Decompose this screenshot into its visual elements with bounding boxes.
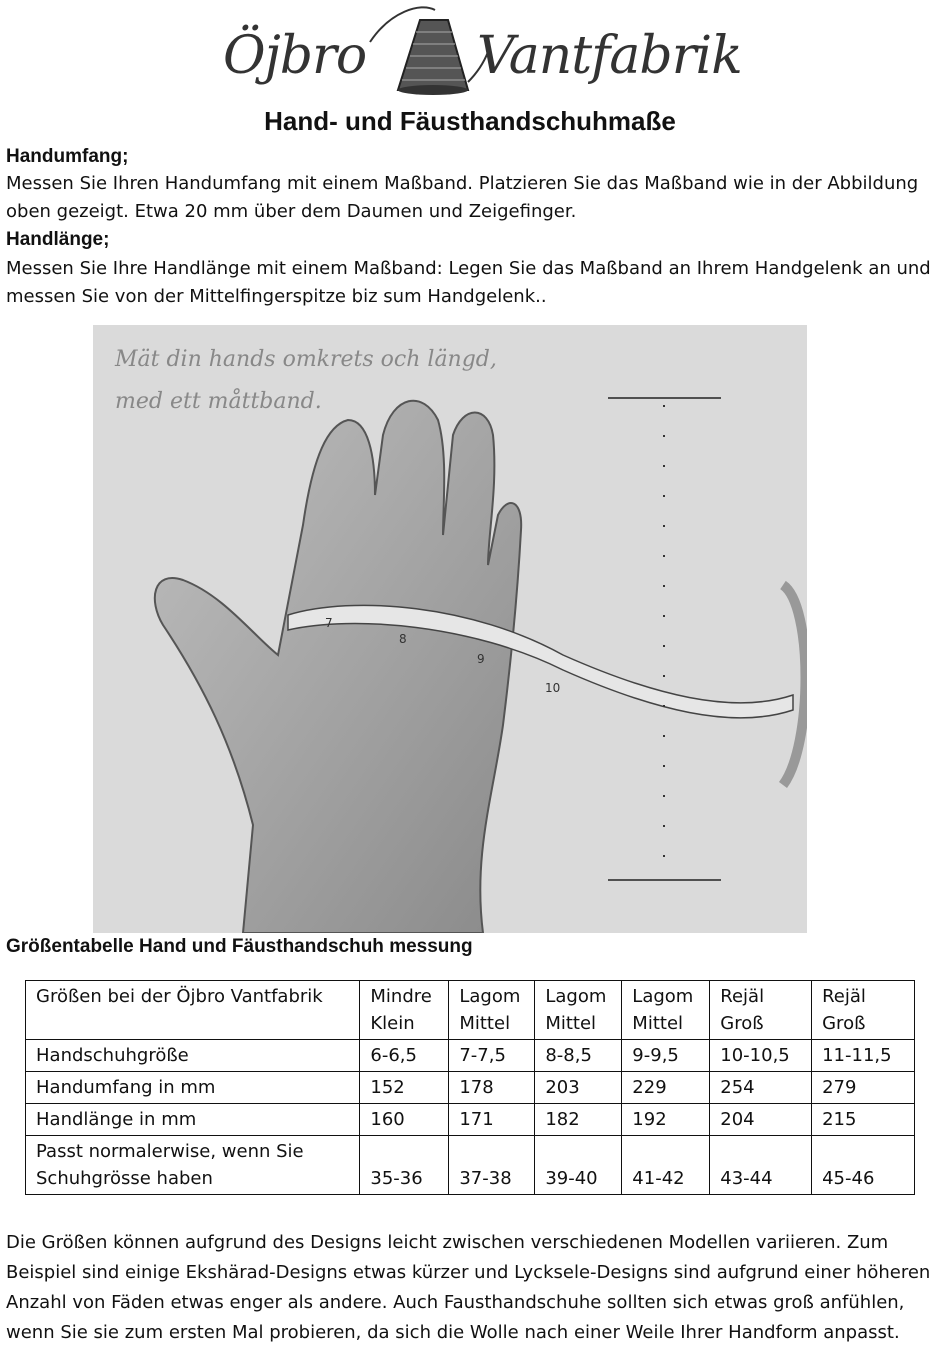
table-cell: 171 — [449, 1104, 535, 1136]
footer-note: Die Größen können aufgrund des Designs leicht zwischen verschiedenen Modellen variieren. Zum Beispiel sind einige Ekshärad-Designs etwas kürzer und Lycksele-Designs sind aufgrund einer höheren Anzahl von Fäden etwas enger als andere. Auch Fausthandschuhe sollten sich etwas groß anfühlen, wenn Sie sie zum ersten Mal probieren, da sich die Wolle nach einer Weile Ihrer Handform anpasst. — [6, 1232, 931, 1343]
table-cell: 279 — [812, 1072, 915, 1104]
table-cell: 254 — [710, 1072, 812, 1104]
table-row — [26, 1104, 915, 1136]
handumfang-heading: Handumfang; — [6, 146, 129, 167]
yarn-cone-icon — [360, 2, 490, 102]
table-cell: 41-42 — [622, 1136, 710, 1195]
table-cell: 45-46 — [812, 1136, 915, 1195]
table-cell: Handlänge in mm — [26, 1104, 360, 1136]
hand-measurement-photo — [93, 325, 807, 933]
photo-caption-line2: med ett måttband. — [115, 389, 322, 414]
table-cell: 229 — [622, 1072, 710, 1104]
table-cell: Lagom Mittel — [449, 981, 535, 1040]
table-cell: 43-44 — [710, 1136, 812, 1195]
table-cell: Größen bei der Öjbro Vantfabrik — [26, 981, 360, 1040]
table-cell: Lagom Mittel — [622, 981, 710, 1040]
table-cell: 192 — [622, 1104, 710, 1136]
table-cell: Handschuhgröße — [26, 1040, 360, 1072]
table-cell: Mindre Klein — [360, 981, 449, 1040]
handlaenge-text: Messen Sie Ihre Handlänge mit einem Maßband: Legen Sie das Maßband an Ihrem Handgelenk an und messen Sie von der Mittelfingerspitze biz sum Handgelenk.. — [6, 258, 931, 307]
table-cell: 8-8,5 — [535, 1040, 622, 1072]
logo-left-word: Öjbro — [223, 26, 367, 86]
table-cell: 35-36 — [360, 1136, 449, 1195]
table-cell: 152 — [360, 1072, 449, 1104]
page-title: Hand- und Fäusthandschuhmaße — [264, 106, 676, 136]
tape-number-7: 7 — [325, 616, 333, 630]
table-cell: 9-9,5 — [622, 1040, 710, 1072]
table-cell: 6-6,5 — [360, 1040, 449, 1072]
table-cell: 10-10,5 — [710, 1040, 812, 1072]
table-header-row — [26, 981, 915, 1040]
size-table — [25, 980, 915, 1195]
table-cell: 182 — [535, 1104, 622, 1136]
table-cell: 7-7,5 — [449, 1040, 535, 1072]
table-row — [26, 1040, 915, 1072]
tape-number-10: 10 — [545, 681, 561, 695]
tape-number-8: 8 — [399, 632, 407, 646]
tape-number-9: 9 — [477, 652, 485, 666]
table-cell: 215 — [812, 1104, 915, 1136]
table-cell: 204 — [710, 1104, 812, 1136]
photo-caption-line1: Mät din hands omkrets och längd, — [115, 347, 497, 372]
table-cell: 178 — [449, 1072, 535, 1104]
table-cell: Rejäl Groß — [710, 981, 812, 1040]
table-cell: Handumfang in mm — [26, 1072, 360, 1104]
table-row — [26, 1136, 915, 1195]
logo-right-word: Vantfabrik — [477, 26, 742, 86]
table-cell: 11-11,5 — [812, 1040, 915, 1072]
table-row — [26, 1072, 915, 1104]
table-cell: Rejäl Groß — [812, 981, 915, 1040]
table-cell: 203 — [535, 1072, 622, 1104]
size-table-heading: Größentabelle Hand und Fäusthandschuh messung — [6, 936, 473, 957]
table-cell: Lagom Mittel — [535, 981, 622, 1040]
table-cell: 37-38 — [449, 1136, 535, 1195]
table-cell: 39-40 — [535, 1136, 622, 1195]
table-cell: 160 — [360, 1104, 449, 1136]
table-cell: Passt normalerwise, wenn Sie Schuhgrösse haben — [26, 1136, 360, 1195]
handumfang-text: Messen Sie Ihren Handumfang mit einem Maßband. Platzieren Sie das Maßband wie in der Abbildung oben gezeigt. Etwa 20 mm über dem Daumen und Zeigefinger. — [6, 173, 919, 222]
hand-illustration — [93, 325, 807, 933]
brand-logo — [215, 2, 742, 108]
handlaenge-heading: Handlänge; — [6, 229, 110, 250]
